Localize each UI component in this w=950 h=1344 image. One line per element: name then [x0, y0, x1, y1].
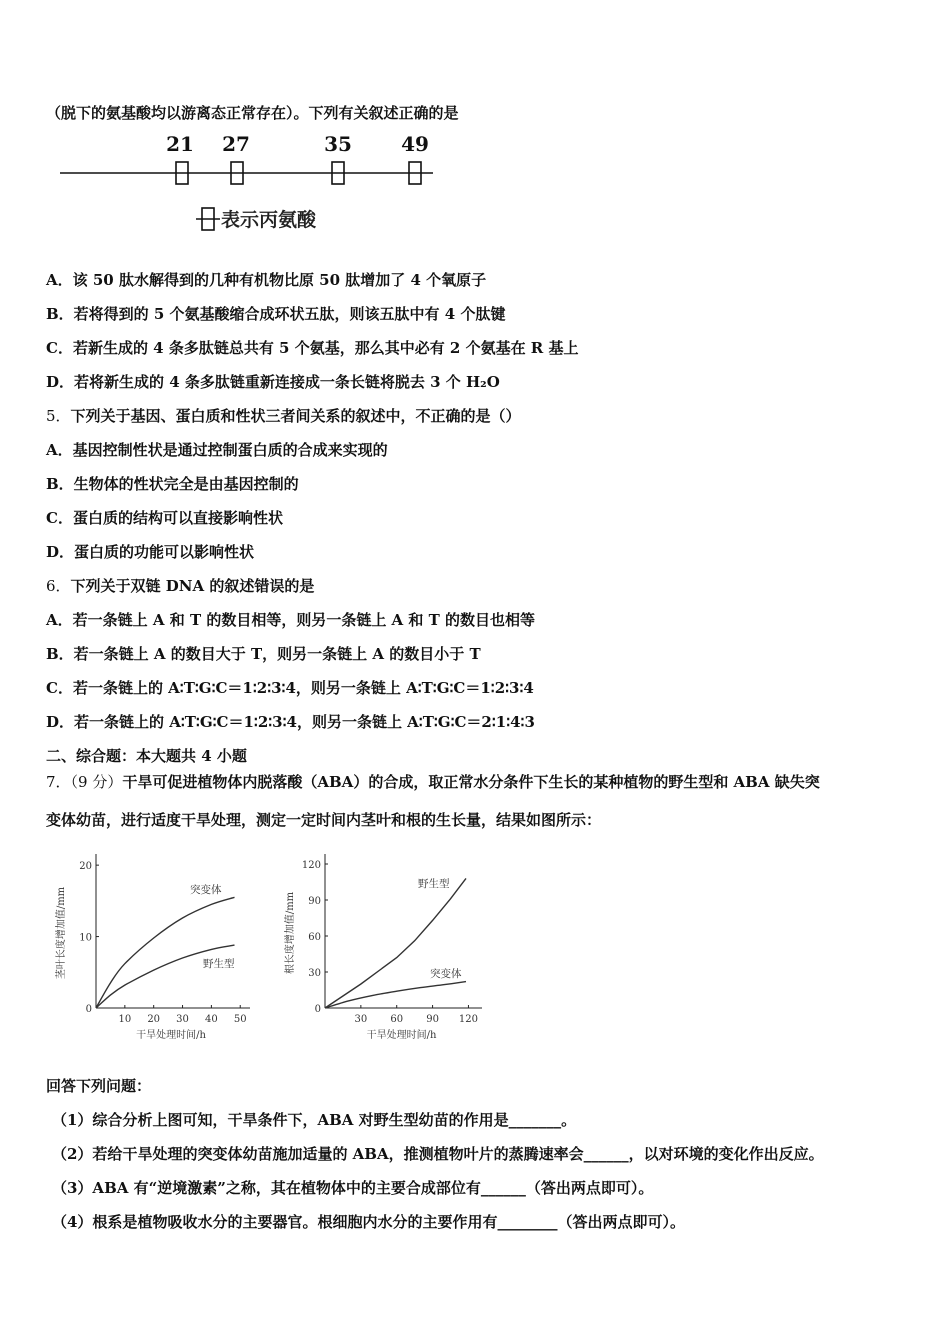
answer-prompt: 回答下列问题：: [46, 1077, 152, 1095]
q7-points: （9 分）: [70, 773, 123, 791]
x-axis-label: 干旱处理时间/h: [136, 1030, 206, 1041]
series-label-2: 突变体: [430, 968, 462, 980]
series-label-1: 突变体: [190, 884, 222, 896]
q6-option-c: C．若一条链上的 A∶T∶G∶C＝1∶2∶3∶4，则另一条链上 A∶T∶G∶C＝1∶2∶3∶4: [46, 679, 534, 697]
q6-stem: [46, 576, 314, 596]
position-label-27: 27: [222, 132, 250, 156]
x-tick-label: 120: [458, 1014, 478, 1025]
y-tick-label: 10: [79, 932, 92, 944]
x-axis-label: 干旱处理时间/h: [366, 1030, 437, 1041]
y-tick-label: 90: [308, 896, 321, 907]
q7-sub-4: （4）根系是植物吸收水分的主要器官。根细胞内水分的主要作用有________（答出两点即可）。: [52, 1213, 685, 1231]
x-tick-label: 50: [233, 1014, 247, 1025]
series-line-2: [96, 945, 235, 1008]
legend-label: 表示丙氨酸: [221, 209, 317, 231]
q5-option-a: A．基因控制性状是通过控制蛋白质的合成来实现的: [46, 441, 388, 459]
x-tick-label: 20: [147, 1014, 161, 1025]
axes: [302, 854, 482, 1025]
series-label-1: 野生型: [418, 878, 450, 890]
q7-sub-3: （3）ABA 有“逆境激素”之称，其在植物体中的主要合成部位有______（答出两点即可）。: [52, 1179, 654, 1197]
q7-stem-line2: 变体幼苗，进行适度干旱处理，测定一定时间内茎叶和根的生长量，结果如图所示：: [46, 811, 602, 829]
y-tick-label: 60: [308, 932, 321, 943]
x-tick-label: 40: [205, 1014, 218, 1025]
intro-line: （脱下的氨基酸均以游离态正常存在）。下列有关叙述正确的是: [46, 104, 459, 122]
q6-stem-text: 下列关于双链 DNA 的叙述错误的是: [70, 577, 315, 595]
y-tick-label: 120: [301, 860, 321, 871]
q6-option-d: D．若一条链上的 A∶T∶G∶C＝1∶2∶3∶4，则另一条链上 A∶T∶G∶C＝2∶1∶4∶3: [46, 713, 535, 731]
q7-number: 7．: [46, 773, 71, 791]
q5-option-b: B．生物体的性状完全是由基因控制的: [46, 475, 299, 493]
origin-label: 0: [314, 1004, 321, 1015]
q7-stem-line1: [46, 772, 820, 792]
stem-leaf-growth-chart: [48, 845, 263, 1045]
q5-stem: [46, 406, 521, 426]
y-axis-label: 茎叶长度增加值/mm: [56, 886, 67, 980]
q5-option-c: C．蛋白质的结构可以直接影响性状: [46, 509, 283, 527]
position-label-35: 35: [324, 132, 352, 156]
y-axis-label: 根长度增加值/mm: [285, 891, 296, 975]
q4-option-b: B．若将得到的 5 个氨基酸缩合成环状五肽，则该五肽中有 4 个肽键: [46, 305, 506, 323]
series-label-2: 野生型: [203, 958, 235, 970]
series-line-2: [325, 982, 466, 1008]
y-tick-label: 30: [308, 968, 321, 979]
peptide-diagram: [55, 128, 455, 238]
q6-option-b: B．若一条链上 A 的数目大于 T，则另一条链上 A 的数目小于 T: [46, 645, 481, 663]
q5-option-d: D．蛋白质的功能可以影响性状: [46, 543, 255, 561]
x-tick-label: 30: [176, 1014, 189, 1025]
origin-label: 0: [85, 1004, 92, 1015]
q7-sub-1: （1）综合分析上图可知，干旱条件下，ABA 对野生型幼苗的作用是_______。: [52, 1111, 577, 1129]
x-tick-label: 90: [426, 1014, 439, 1025]
x-tick-label: 60: [390, 1014, 404, 1025]
series-line-1: [96, 897, 235, 1008]
q6-option-a: A．若一条链上 A 和 T 的数目相等，则另一条链上 A 和 T 的数目也相等: [46, 611, 536, 629]
position-label-49: 49: [401, 132, 429, 156]
series-line-1: [325, 878, 466, 1008]
q7-sub-2: （2）若给干旱处理的突变体幼苗施加适量的 ABA，推测植物叶片的蒸腾速率会______，以对环境的变化作出反应。: [52, 1145, 824, 1163]
x-tick-label: 10: [118, 1014, 132, 1025]
x-tick-label: 30: [354, 1014, 368, 1025]
y-tick-label: 20: [79, 861, 92, 873]
q7-stem-text1: 干旱可促进植物体内脱落酸（ABA）的合成，取正常水分条件下生长的某种植物的野生型和 ABA 缺失突: [122, 773, 820, 791]
root-growth-chart: [280, 845, 495, 1045]
q4-option-c: C．若新生成的 4 条多肽链总共有 5 个氨基，那么其中必有 2 个氨基在 R 基上: [46, 339, 579, 357]
q4-option-d: D．若将新生成的 4 条多肽链重新连接成一条长链将脱去 3 个 H₂O: [46, 373, 500, 391]
q4-option-a: A．该 50 肽水解得到的几种有机物比原 50 肽增加了 4 个氧原子: [46, 271, 487, 289]
q5-number: 5．: [46, 407, 71, 425]
section-heading: 二、综合题：本大题共 4 小题: [46, 747, 247, 765]
position-label-21: 21: [166, 132, 194, 156]
q5-stem-text: 下列关于基因、蛋白质和性状三者间关系的叙述中，不正确的是（）: [70, 407, 521, 425]
q6-number: 6．: [46, 577, 71, 595]
